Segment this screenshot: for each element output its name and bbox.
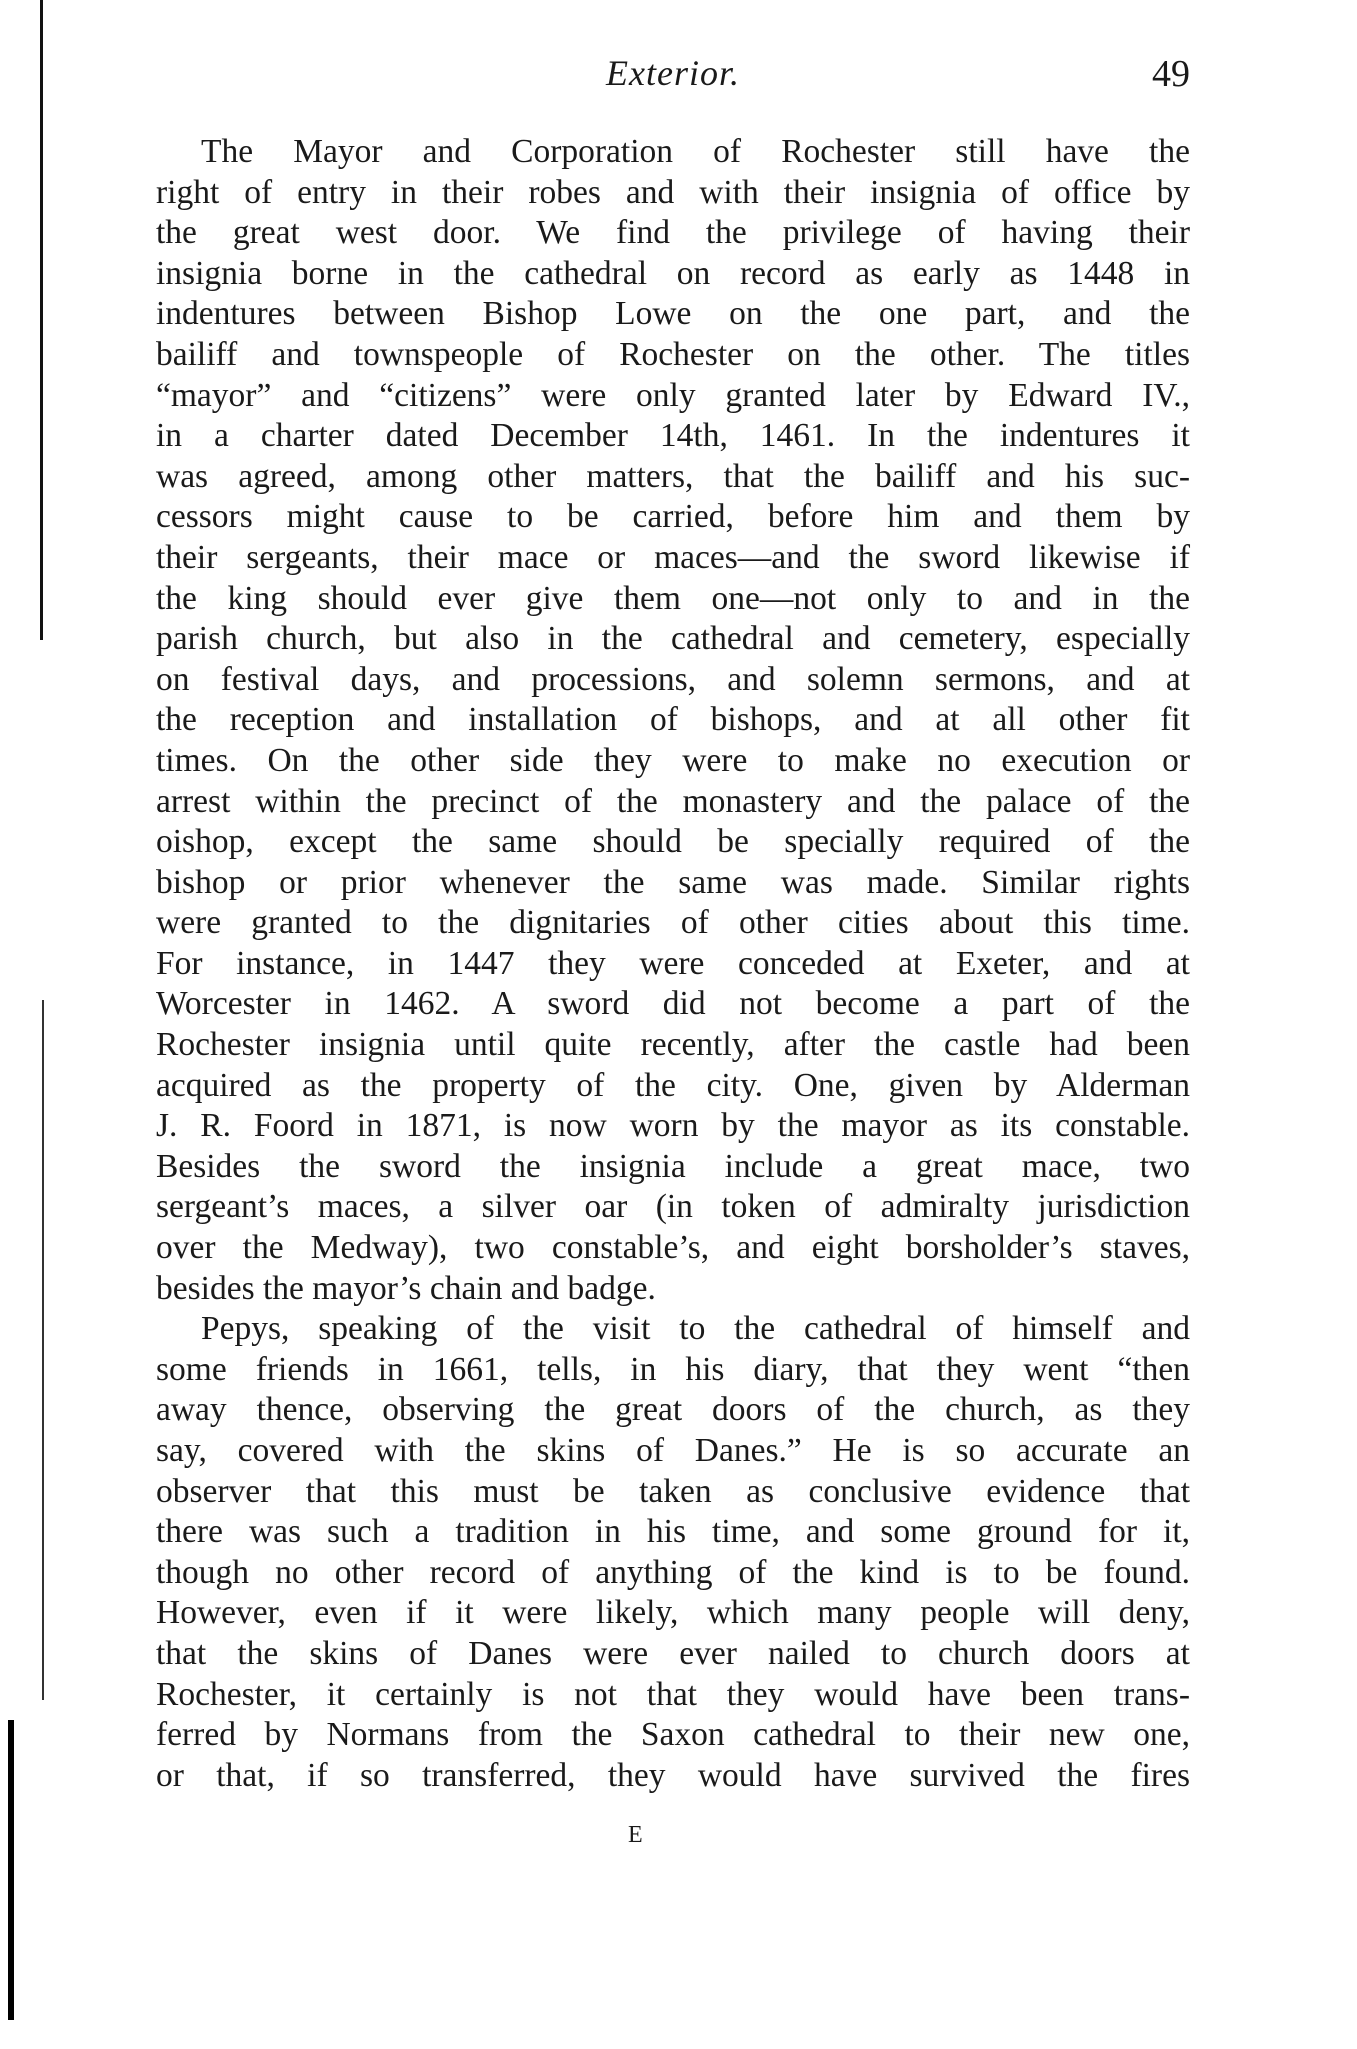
text-line: Pepys, speaking of the visit to the cathedral of himself and (201, 1310, 1190, 1348)
text-line: Besides the sword the insignia include a great mace, two (156, 1147, 1190, 1185)
text-line: times. On the other side they were to make no execution or (156, 741, 1190, 779)
running-title: Exterior. (606, 53, 740, 93)
text-line: were granted to the dignitaries of other cities about this time. (156, 904, 1190, 942)
text-line: For instance, in 1447 they were conceded at Exeter, and at (156, 944, 1190, 982)
text-line: though no other record of anything of the kind is to be found. (156, 1553, 1190, 1591)
text-line: indentures between Bishop Lowe on the one part, and the (156, 295, 1190, 333)
text-line: over the Medway), two constable’s, and eight borsholder’s staves, (156, 1229, 1190, 1267)
text-line: in a charter dated December 14th, 1461. In the indentures it (156, 417, 1190, 455)
text-line: arrest within the precinct of the monastery and the palace of the (156, 782, 1190, 820)
text-line: acquired as the property of the city. One, given by Alderman (156, 1066, 1190, 1104)
paragraph (156, 1309, 1190, 1796)
text-line: insignia borne in the cathedral on record as early as 1448 in (156, 254, 1190, 292)
page-edge-shadow (8, 1720, 14, 2020)
text-line: The Mayor and Corporation of Rochester still have the (201, 133, 1190, 170)
text-line: away thence, observing the great doors of the church, as they (156, 1391, 1190, 1429)
text-line: say, covered with the skins of Danes.” He is so accurate an (156, 1432, 1190, 1469)
text-line: Rochester insignia until quite recently, after the castle had been (156, 1026, 1190, 1064)
text-line: observer that this must be taken as conclusive evidence that (156, 1472, 1190, 1510)
text-line: Worcester in 1462. A sword did not become a part of the (156, 985, 1190, 1023)
page-number: 49 (1152, 53, 1190, 95)
text-line: oishop, except the same should be specially required of the (156, 823, 1190, 861)
text-line: “mayor” and “citizens” were only granted later by Edward IV., (156, 376, 1190, 414)
text-line: bailiff and townspeople of Rochester on the other. The titles (156, 335, 1190, 373)
text-line: the reception and installation of bishops, and at all other fit (156, 701, 1190, 739)
text-line: was agreed, among other matters, that the bailiff and his suc- (156, 457, 1190, 495)
paragraph (156, 132, 1190, 1309)
signature-mark: E (628, 1822, 643, 1848)
text-line: the king should ever give them one—not only to and in the (156, 579, 1190, 617)
text-line: Rochester, it certainly is not that they would have been trans- (156, 1675, 1190, 1713)
text-line: the great west door. We find the privilege of having their (156, 214, 1190, 252)
text-line: besides the mayor’s chain and badge. (156, 1269, 656, 1307)
text-line: ferred by Normans from the Saxon cathedral to their new one, (156, 1716, 1190, 1754)
text-line: J. R. Foord in 1871, is now worn by the mayor as its constable. (156, 1107, 1190, 1145)
text-line: right of entry in their robes and with their insignia of office by (156, 173, 1190, 211)
text-line: bishop or prior whenever the same was made. Similar rights (156, 863, 1190, 901)
running-head (156, 52, 1190, 102)
text-line: that the skins of Danes were ever nailed to church doors at (156, 1634, 1190, 1672)
body-text (156, 132, 1190, 1796)
text-line: some friends in 1661, tells, in his diary, that they went “then (156, 1350, 1190, 1388)
page-edge-shadow (42, 1000, 44, 1700)
page-edge-shadow (40, 0, 43, 640)
text-line: However, even if it were likely, which many people will deny, (156, 1594, 1190, 1632)
text-line: on festival days, and processions, and solemn sermons, and at (156, 660, 1190, 698)
text-line: sergeant’s maces, a silver oar (in token of admiralty jurisdiction (156, 1188, 1190, 1226)
text-line: or that, if so transferred, they would have survived the fires (156, 1756, 1190, 1794)
text-line: there was such a tradition in his time, and some ground for it, (156, 1513, 1190, 1551)
text-line: cessors might cause to be carried, before him and them by (156, 498, 1190, 536)
text-line: their sergeants, their mace or maces—and the sword likewise if (156, 538, 1190, 576)
text-line: parish church, but also in the cathedral and cemetery, especially (156, 620, 1190, 658)
